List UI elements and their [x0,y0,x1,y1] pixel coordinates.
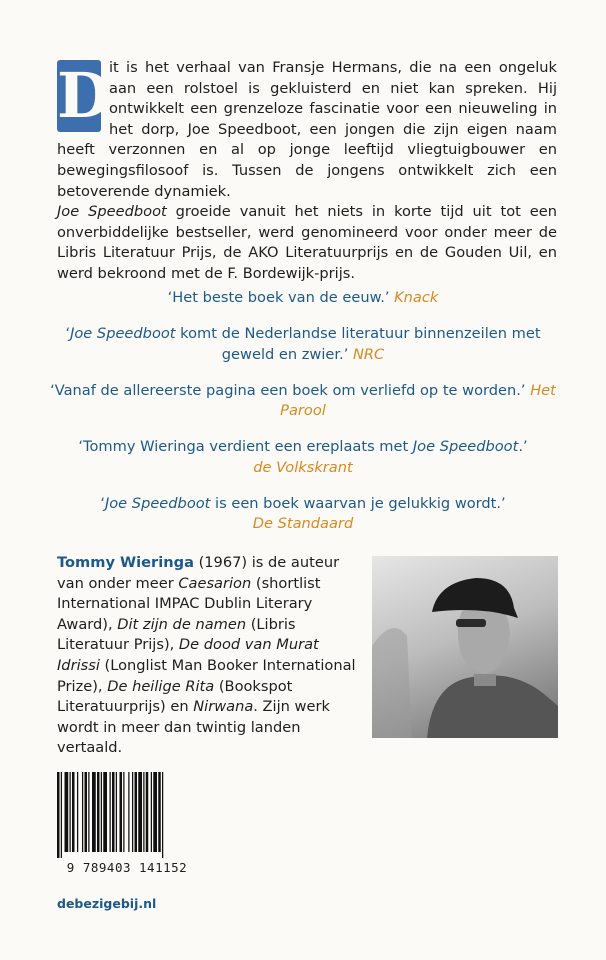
bio-text: . Zijn werk wordt in meer dan twintig landen vertaald. [57,698,330,757]
quote-title: Joe Speedboot [412,438,519,455]
quote-text: is een boek waarvan je gelukkig wordt.’ [210,494,506,512]
barcode-bar [135,772,138,852]
barcode-bar [65,772,69,852]
quote-text: komt de Nederlandse literatuur binnenzeilen met geweld en zwier.’ [175,325,541,363]
quote-source: NRC [352,345,385,363]
barcode-bar [70,772,71,852]
barcode-bar [61,772,62,858]
blurb-paragraph-2 [57,202,557,284]
quote-text: ‘ [65,325,71,342]
barcode-bar [103,772,107,852]
barcode-bar [101,772,102,852]
barcode-bar [72,772,75,852]
barcode-bar [77,772,78,852]
bio-book-title: Dit zijn de namen [117,615,247,633]
bio-text: (1967) is de auteur van onder meer [57,554,340,592]
quote-text: ‘Vanaf de allereerste pagina een boek om verliefd op te worden.’ [50,381,531,399]
blurb-text-2: groeide vanuit het niets in korte tijd uit tot een onverbiddelijke bestseller, werd genomineerd voor onder meer de Libris Literatuur Prijs, de AKO Literatuurprijs en de Gouden Uil, en werd bekroond met de F. Bordewijk-prijs. [57,203,557,282]
bio-book-title: Nirwana [193,698,254,716]
barcode-bar [143,772,144,852]
quote-text: ‘Het beste boek van de eeuw.’ [167,289,395,306]
quote-text: .’ [518,438,528,455]
barcode-bar [153,772,157,852]
author-name: Tommy Wieringa [57,554,194,571]
barcode-bar [97,772,100,852]
barcode-bar [123,772,124,852]
barcode-bar [82,772,83,852]
barcode-bar [88,772,89,852]
barcode-bar [110,772,111,852]
barcode-bars [57,772,197,858]
blurb-text: it is het verhaal van Fransje Hermans, die na een ongeluk aan een rolstoel is gekluisterd en niet kan spreken. Hij ontwikkelt een grenzeloze fascinatie voor een nieuweling in het dorp, Joe Speedboot, een jongen die zijn eigen naam heeft verzonnen en al op jonge leeftijd vliegtuigbouwer en bewegingsfilosoof is. Tussen de jongens ontwikkelt zich een betoverende dynamiek. [57,59,557,200]
bio-book-title: De heilige Rita [107,677,215,695]
barcode-bar [158,772,161,852]
barcode-bar [112,772,115,852]
author-bio [57,553,357,759]
quote-2 [40,324,566,365]
quote-source: Knack [394,289,439,306]
publisher-website[interactable]: debezigebij.nl [57,896,157,911]
quote-title: Joe Speedboot [70,325,176,342]
isbn-number: 9 789403 141152 [66,860,188,875]
quote-text: ‘Tommy Wieringa verdient een ereplaats met [78,438,413,455]
author-photo-image [372,556,558,738]
bio-book-title: Caesarion [178,574,252,592]
quote-3 [40,381,566,422]
quote-text: ‘ [100,494,105,512]
quote-1 [40,288,566,309]
bio-text: (shortlist International IMPAC Dublin Literary Award), [57,574,321,633]
quote-5 [40,494,566,535]
barcode-bar [162,772,163,858]
barcode-bar [146,772,149,852]
barcode-bar [138,772,142,852]
barcode-bar [132,772,133,852]
quote-source: de Volkskrant [253,458,353,476]
bio-book-title: De dood van Murat Idrissi [57,636,319,674]
bio-text: (Libris Literatuur Prijs), [57,615,296,654]
drop-cap: D [57,59,111,132]
barcode-bar [92,772,96,852]
barcode-bar [128,772,129,852]
review-quotes [40,288,566,550]
quote-title: Joe Speedboot [104,494,211,512]
author-photo [372,556,558,738]
barcode-bar [57,772,60,858]
isbn-barcode [57,772,197,882]
barcode-bar [116,772,117,852]
blurb [57,58,557,285]
quote-source: De Standaard [252,515,354,532]
blurb-paragraph [57,58,557,202]
bio-text: (Longlist Man Booker International Prize), [57,656,356,695]
barcode-bar [120,772,123,852]
book-title: Joe Speedboot [57,203,167,221]
quote-source: Het Parool [280,381,556,419]
quote-4 [40,437,566,478]
bio-text: (Bookspot Literatuurprijs) en [57,677,293,716]
barcode-bar [151,772,152,852]
barcode-bar [85,772,88,852]
